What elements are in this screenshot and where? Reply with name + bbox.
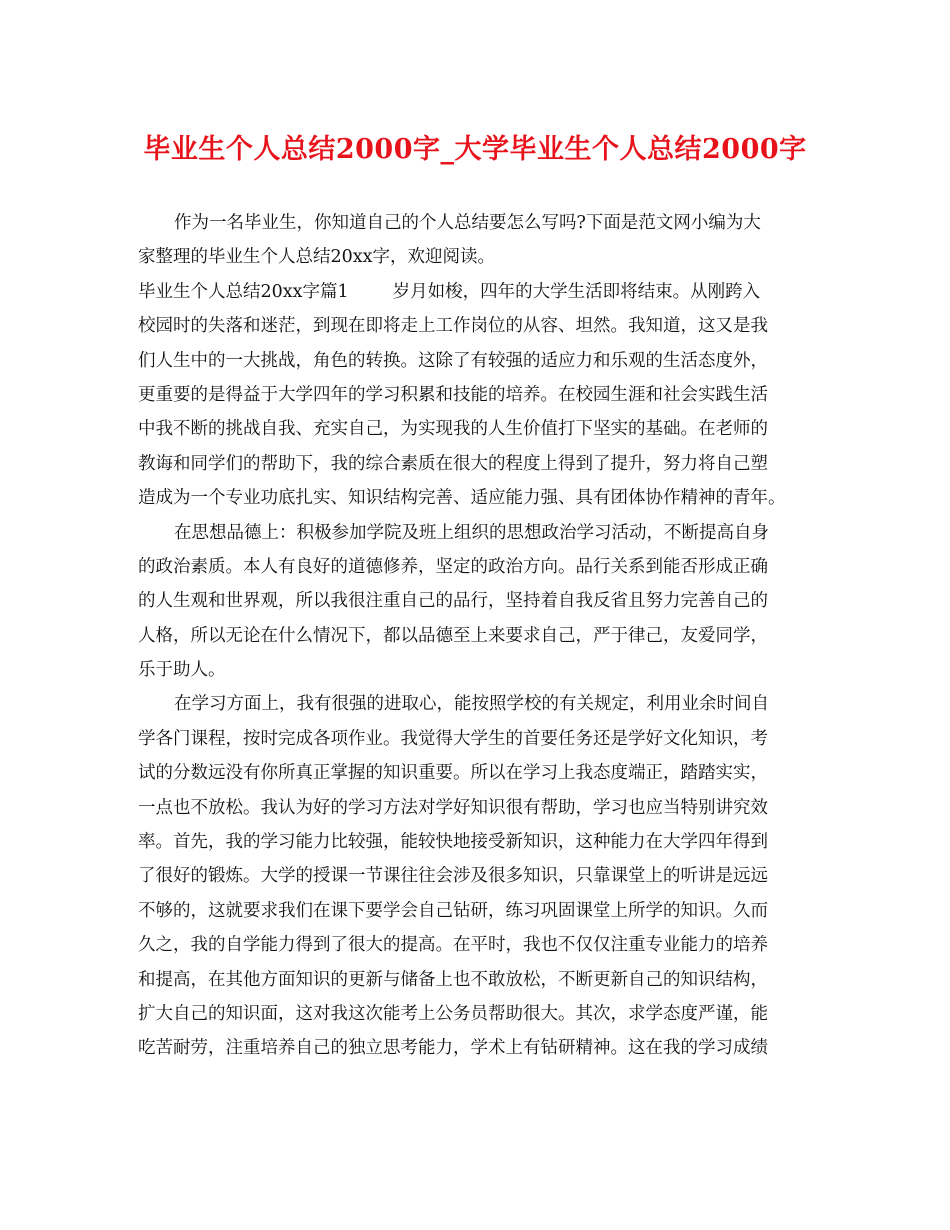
paragraph-line: 作为一名毕业生，你知道自己的个人总结要怎么写吗?下面是范文网小编为大 <box>174 213 761 233</box>
paragraph-line: 的人生观和世界观，所以我很注重自己的品行，坚持着自我反省且努力完善自己的 <box>138 591 768 612</box>
paragraph-line: 了很好的锻炼。大学的授课一节课往往会涉及很多知识，只靠课堂上的听讲是远远 <box>138 866 768 887</box>
paragraph-line: 中我不断的挑战自我、充实自己，为实现我的人生价值打下坚实的基础。在老师的 <box>138 419 768 440</box>
document-title: 毕业生个人总结2000字_大学毕业生个人总结2000字 <box>143 134 807 165</box>
paragraph-line: 扩大自己的知识面，这对我这次能考上公务员帮助很大。其次，求学态度严谨，能 <box>138 1003 768 1024</box>
section-heading-line <box>138 275 818 309</box>
paragraph-line: 试的分数远没有你所真正掌握的知识重要。所以在学习上我态度端正，踏踏实实， <box>138 763 768 784</box>
paragraph-line: 更重要的是得益于大学四年的学习积累和技能的培养。在校园生涯和社会实践生活 <box>138 384 768 405</box>
paragraph-line: 和提高，在其他方面知识的更新与储备上也不敢放松，不断更新自己的知识结构， <box>138 969 768 990</box>
paragraph-line: 校园时的失落和迷茫，到现在即将走上工作岗位的从容、坦然。我知道，这又是我 <box>138 316 768 337</box>
paragraph-line: 吃苦耐劳，注重培养自己的独立思考能力，学术上有钻研精神。这在我的学习成绩 <box>138 1038 768 1059</box>
paragraph-line: 不够的，这就要求我们在课下要学会自己钻研，练习巩固课堂上所学的知识。久而 <box>138 900 768 921</box>
paragraph-line: 久之，我的自学能力得到了很大的提高。在平时，我也不仅仅注重专业能力的培养 <box>138 935 768 956</box>
paragraph-line: 教诲和同学们的帮助下，我的综合素质在很大的程度上得到了提升，努力将自己塑 <box>138 453 768 474</box>
paragraph-line: 一点也不放松。我认为好的学习方法对学好知识很有帮助，学习也应当特别讲究效 <box>138 797 768 818</box>
paragraph-line: 乐于助人。 <box>138 660 226 681</box>
paragraph-line: 学各门课程，按时完成各项作业。我觉得大学生的首要任务还是学好文化知识，考 <box>138 728 768 749</box>
paragraph-line: 率。首先，我的学习能力比较强，能较快地接受新知识，这种能力在大学四年得到 <box>138 832 768 853</box>
paragraph-line: 人格，所以无论在什么情况下，都以品德至上来要求自己，严于律己，友爱同学， <box>138 625 768 646</box>
paragraph-line: 造成为一个专业功底扎实、知识结构完善、适应能力强、具有团体协作精神的青年。 <box>138 488 786 509</box>
paragraph-line: 在学习方面上，我有很强的进取心，能按照学校的有关规定，利用业余时间自 <box>174 694 769 715</box>
paragraph-line: 家整理的毕业生个人总结20xx字，欢迎阅读。 <box>138 247 496 268</box>
paragraph-line: 在思想品德上：积极参加学院及班上组织的思想政治学习活动，不断提高自身 <box>174 522 769 543</box>
paragraph-line: 的政治素质。本人有良好的道德修养，坚定的政治方向。品行关系到能否形成正确 <box>138 556 768 577</box>
paragraph-line: 们人生中的一大挑战，角色的转换。这除了有较强的适应力和乐观的生活态度外， <box>138 350 768 371</box>
section-heading: 毕业生个人总结20xx字篇1 <box>138 281 349 302</box>
document-body <box>138 206 818 1066</box>
paragraph-text: 岁月如梭，四年的大学生活即将结束。从刚跨入 <box>392 281 761 302</box>
